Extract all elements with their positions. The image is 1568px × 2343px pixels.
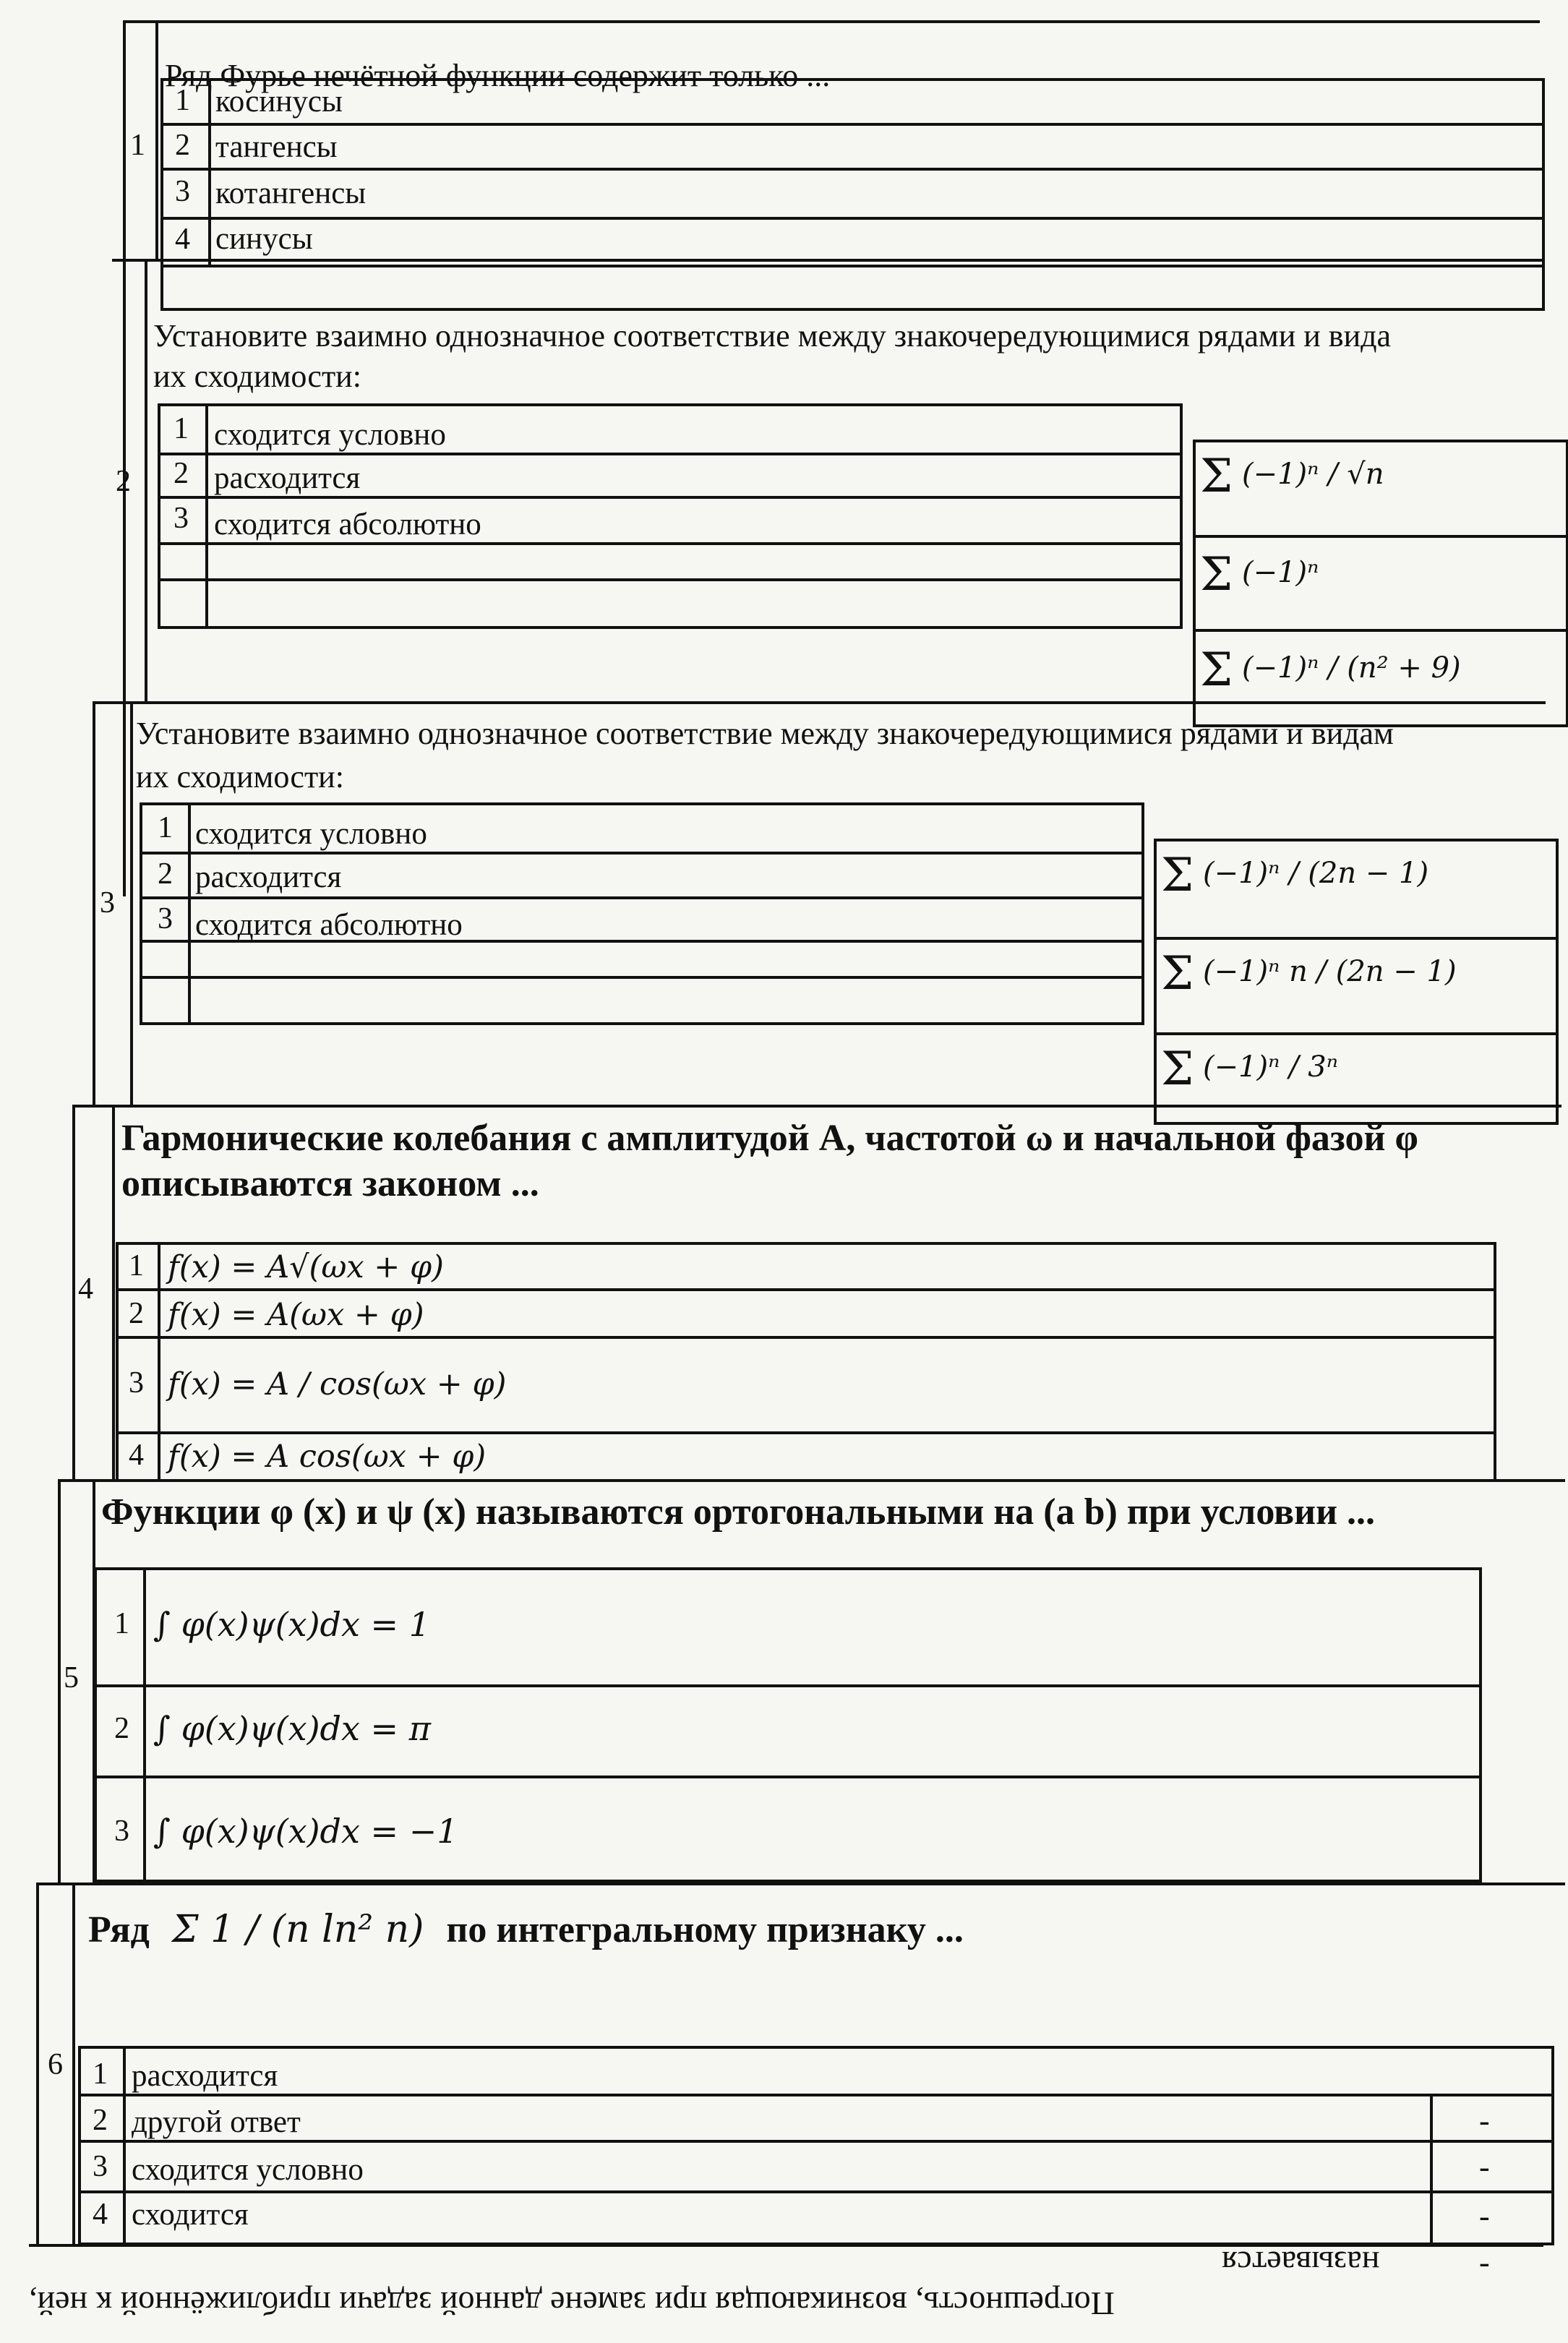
option-number: 2 xyxy=(114,1712,129,1745)
question-text-prefix: Ряд xyxy=(88,1909,150,1950)
option-text: сходится условно xyxy=(195,817,427,851)
series-formula: Σ (−1)ⁿ / (2n − 1) xyxy=(1161,849,1429,902)
option-number: 3 xyxy=(173,502,189,535)
option-number: 1 xyxy=(129,1249,144,1282)
options-table xyxy=(78,2046,1554,2245)
row-divider xyxy=(78,2094,1554,2096)
option-text: ∫ φ(x)ψ(x)dx = −1 xyxy=(153,1812,458,1851)
row-divider xyxy=(78,2140,1554,2143)
answer-dash: - xyxy=(1479,2245,1490,2280)
option-text: другой ответ xyxy=(132,2105,301,2139)
row-divider xyxy=(158,578,1183,581)
option-text: косинусы xyxy=(215,85,343,119)
question-separator xyxy=(58,1479,1565,1482)
question-separator xyxy=(36,1882,1565,1885)
option-number: 1 xyxy=(158,811,173,844)
option-number: 4 xyxy=(93,2198,108,2231)
row-divider xyxy=(140,976,1144,979)
number-column-divider xyxy=(145,259,147,701)
number-column-divider xyxy=(155,20,158,259)
option-text: сходится условно xyxy=(132,2153,364,2187)
option-number: 2 xyxy=(173,457,189,490)
series-expression: (−1)ⁿ / √n xyxy=(1241,458,1384,491)
option-number-divider xyxy=(143,1567,146,1882)
row-divider xyxy=(1154,937,1559,940)
row-divider xyxy=(78,2190,1554,2193)
question-separator xyxy=(112,259,1543,262)
question-number: 6 xyxy=(48,2048,63,2081)
question-separator xyxy=(93,701,1546,704)
answer-dash: - xyxy=(1479,2198,1490,2234)
answer-dash: - xyxy=(1479,2103,1490,2138)
series-expression: (−1)ⁿ xyxy=(1241,556,1319,589)
option-text: f(x) = A / cos(ωx + φ) xyxy=(168,1366,507,1402)
question-text: Функции φ (x) и ψ (x) называются ортогональными на (a b) при условии ... xyxy=(101,1491,1376,1533)
question-text-suffix: по интегральному признаку ... xyxy=(446,1909,964,1950)
upside-down-text: Погрешность, возникающая при замене данной задачи приближённой к ней, xyxy=(29,2285,1115,2322)
question-text: Гармонические колебания с амплитудой A, частотой ω и начальной фазой φ xyxy=(121,1118,1418,1159)
option-number: 1 xyxy=(93,2057,108,2091)
option-number: 1 xyxy=(175,84,190,117)
row-divider xyxy=(160,265,1545,267)
option-number: 1 xyxy=(173,412,189,445)
option-number-divider xyxy=(188,802,191,1025)
question-text: описываются законом ... xyxy=(121,1163,539,1204)
option-text: расходится xyxy=(214,461,361,495)
option-number: 2 xyxy=(129,1297,144,1330)
option-text: f(x) = A(ωx + φ) xyxy=(168,1297,424,1333)
outer-left-border xyxy=(36,1882,39,2244)
option-number: 2 xyxy=(175,129,190,162)
row-divider xyxy=(116,1431,1496,1434)
option-number-divider xyxy=(208,78,211,265)
outer-left-border xyxy=(72,1105,75,1481)
options-table xyxy=(160,78,1545,311)
option-text: расходится xyxy=(195,860,342,894)
series-expression: (−1)ⁿ / 3ⁿ xyxy=(1202,1050,1338,1084)
option-text: расходится xyxy=(132,2059,278,2093)
row-divider xyxy=(116,1288,1496,1291)
row-divider xyxy=(158,453,1183,455)
outer-left-border xyxy=(93,701,95,1106)
option-text: сходится абсолютно xyxy=(195,908,463,942)
question-number: 3 xyxy=(100,886,115,920)
option-number: 2 xyxy=(93,2104,108,2137)
outer-top-border xyxy=(123,20,1540,23)
answer-dash: - xyxy=(1479,2149,1490,2185)
row-divider xyxy=(1193,629,1568,632)
option-text: ∫ φ(x)ψ(x)dx = 1 xyxy=(153,1605,430,1644)
option-number: 4 xyxy=(129,1439,144,1472)
question-text: их сходимости: xyxy=(136,759,344,794)
option-text: ∫ φ(x)ψ(x)dx = π xyxy=(153,1709,431,1748)
number-column-divider xyxy=(72,1882,75,2244)
option-text: синусы xyxy=(215,222,313,256)
question-number: 1 xyxy=(130,129,145,162)
question-text: Ряд Фурье нечётной функции содержит только ... xyxy=(165,58,831,93)
outer-left-border xyxy=(123,20,126,896)
series-expression: (−1)ⁿ / (n² + 9) xyxy=(1241,651,1461,685)
row-divider xyxy=(140,852,1144,854)
row-divider xyxy=(158,542,1183,545)
option-text: сходится условно xyxy=(214,418,446,452)
question-number: 5 xyxy=(64,1661,79,1695)
option-number: 1 xyxy=(114,1607,129,1640)
option-number: 3 xyxy=(129,1366,144,1400)
question-text: Установите взаимно однозначное соответствие между знакочередующимися рядами и видам xyxy=(136,716,1394,751)
option-number-divider xyxy=(123,2046,126,2245)
option-text: f(x) = A√(ωx + φ) xyxy=(168,1249,444,1285)
question-text: Установите взаимно однозначное соответствие между знакочередующимися рядами и вида xyxy=(153,318,1392,354)
series-expression: (−1)ⁿ / (2n − 1) xyxy=(1202,857,1429,890)
series-formula: Σ (−1)ⁿ / 3ⁿ xyxy=(1161,1042,1338,1096)
row-divider xyxy=(1193,535,1568,538)
number-column-divider xyxy=(130,701,133,1106)
series-formula: Σ (−1)ⁿ / (n² + 9) xyxy=(1200,643,1461,697)
row-divider xyxy=(1154,1032,1559,1035)
question-text: их сходимости: xyxy=(153,359,361,394)
option-number: 3 xyxy=(114,1815,129,1848)
option-number: 4 xyxy=(175,223,190,256)
series-formula: Σ (−1)ⁿ xyxy=(1200,548,1319,601)
option-text: сходится абсолютно xyxy=(214,507,481,541)
option-text: сходится xyxy=(132,2198,249,2232)
option-number: 3 xyxy=(158,902,173,935)
row-divider xyxy=(94,1684,1482,1687)
row-divider xyxy=(140,896,1144,899)
number-column-divider xyxy=(112,1105,115,1481)
row-divider xyxy=(158,496,1183,499)
option-text: f(x) = A cos(ωx + φ) xyxy=(168,1439,487,1475)
answer-column-divider xyxy=(1430,2096,1433,2245)
option-number: 3 xyxy=(175,175,190,208)
row-divider xyxy=(116,1336,1496,1339)
row-divider xyxy=(160,217,1545,220)
question-text xyxy=(88,1909,964,1952)
option-text: тангенсы xyxy=(215,130,338,164)
question-separator xyxy=(72,1105,1561,1108)
option-number: 3 xyxy=(93,2150,108,2183)
upside-down-text: называется xyxy=(1222,2245,1380,2282)
option-number-divider xyxy=(205,403,208,629)
outer-left-border xyxy=(58,1479,61,1884)
row-divider xyxy=(160,123,1545,126)
series-formula: Σ 1 / (n ln² n) xyxy=(171,1908,424,1951)
series-formula: Σ (−1)ⁿ / √n xyxy=(1200,450,1384,503)
series-formula: Σ (−1)ⁿ n / (2n − 1) xyxy=(1161,947,1457,1001)
series-expression: (−1)ⁿ n / (2n − 1) xyxy=(1202,955,1457,988)
question-number: 4 xyxy=(78,1272,93,1306)
option-number: 2 xyxy=(158,857,173,891)
option-text: котангенсы xyxy=(215,176,367,210)
row-divider xyxy=(160,168,1545,171)
question-number: 2 xyxy=(116,465,131,498)
row-divider xyxy=(94,1776,1482,1778)
option-number-divider xyxy=(158,1242,160,1482)
